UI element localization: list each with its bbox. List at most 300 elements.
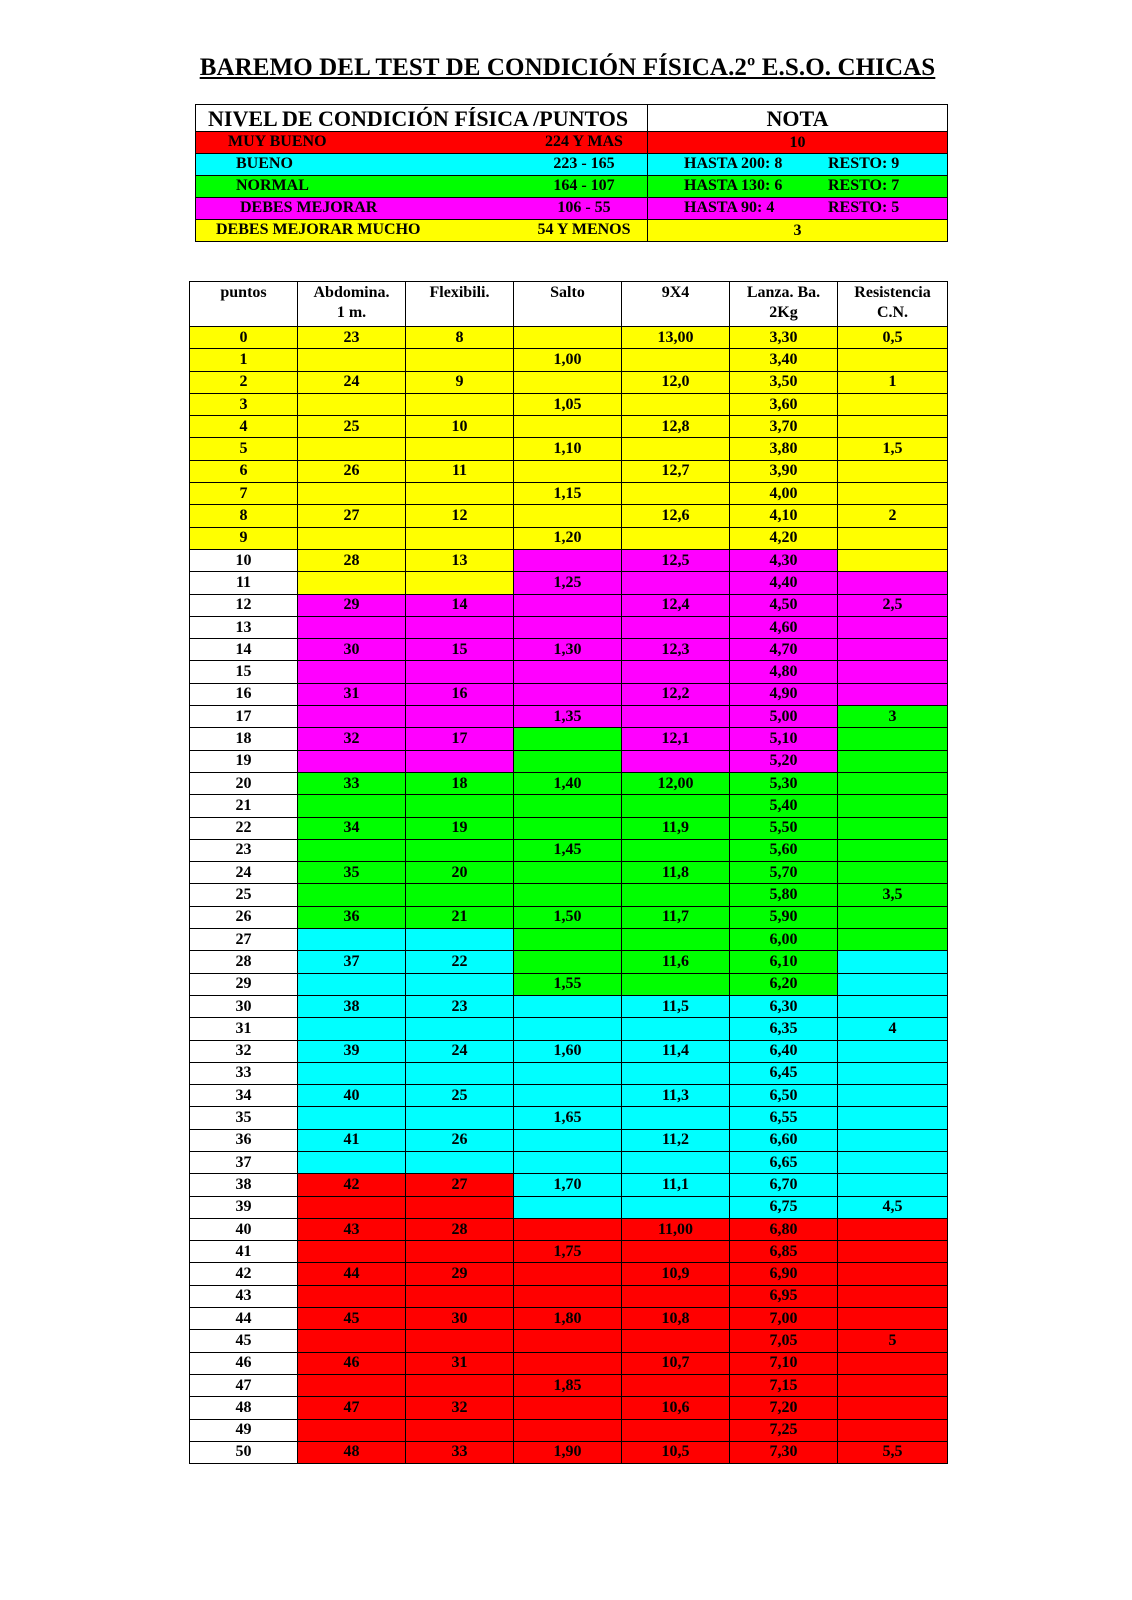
- score-cell: [514, 416, 622, 438]
- score-cell: [622, 393, 730, 415]
- score-cell: 9: [406, 371, 514, 393]
- score-cell: 5,30: [730, 772, 838, 794]
- score-cell: 1,40: [514, 772, 622, 794]
- legend-level-points: 223 - 165: [553, 155, 615, 172]
- score-cell: [298, 1062, 406, 1084]
- score-cell: 6,35: [730, 1018, 838, 1040]
- score-cell: [298, 1018, 406, 1040]
- score-cell: [298, 1241, 406, 1263]
- score-cell: 12,5: [622, 549, 730, 571]
- score-cell: [514, 1419, 622, 1441]
- score-cell: 11,8: [622, 862, 730, 884]
- score-cell: 7,25: [730, 1419, 838, 1441]
- score-cell: [406, 706, 514, 728]
- score-cell: 1,75: [514, 1241, 622, 1263]
- score-cell: 33: [298, 772, 406, 794]
- legend-note-hasta: HASTA 130: 6: [684, 177, 783, 194]
- table-row: [190, 572, 948, 594]
- points-cell: 47: [190, 1374, 298, 1396]
- table-row: [190, 393, 948, 415]
- points-cell: 14: [190, 639, 298, 661]
- score-cell: 6,30: [730, 995, 838, 1017]
- page-title: BAREMO DEL TEST DE CONDICIÓN FÍSICA.2º E.S.O. CHICAS: [199, 54, 936, 81]
- score-cell: [838, 772, 948, 794]
- score-cell: 11,6: [622, 951, 730, 973]
- score-cell: [406, 1018, 514, 1040]
- table-row: [190, 594, 948, 616]
- table-row: [190, 639, 948, 661]
- score-cell: 13: [406, 549, 514, 571]
- points-cell: 40: [190, 1218, 298, 1240]
- points-cell: 17: [190, 706, 298, 728]
- score-cell: 46: [298, 1352, 406, 1374]
- score-cell: 1,85: [514, 1374, 622, 1396]
- score-cell: [406, 1285, 514, 1307]
- score-cell: [406, 750, 514, 772]
- points-cell: 2: [190, 371, 298, 393]
- table-row: [190, 1330, 948, 1352]
- points-cell: 26: [190, 906, 298, 928]
- score-cell: 4,50: [730, 594, 838, 616]
- score-cell: [838, 951, 948, 973]
- points-cell: 49: [190, 1419, 298, 1441]
- score-cell: [838, 817, 948, 839]
- table-row: [190, 505, 948, 527]
- table-row: [190, 750, 948, 772]
- score-cell: 5,00: [730, 706, 838, 728]
- column-header: [622, 282, 730, 327]
- score-cell: 6,75: [730, 1196, 838, 1218]
- score-cell: 12,3: [622, 639, 730, 661]
- table-row: [190, 1018, 948, 1040]
- score-cell: 11,00: [622, 1218, 730, 1240]
- score-cell: 10,6: [622, 1397, 730, 1419]
- score-cell: [298, 1107, 406, 1129]
- score-cell: 4,20: [730, 527, 838, 549]
- score-cell: [838, 349, 948, 371]
- score-cell: 1,55: [514, 973, 622, 995]
- level-legend-table: [195, 104, 948, 242]
- score-cell: [622, 572, 730, 594]
- table-row: [190, 349, 948, 371]
- score-cell: 7,30: [730, 1441, 838, 1463]
- score-cell: 5: [838, 1330, 948, 1352]
- score-cell: 7,00: [730, 1308, 838, 1330]
- score-cell: [838, 1062, 948, 1084]
- score-cell: [838, 795, 948, 817]
- score-cell: 1,60: [514, 1040, 622, 1062]
- score-cell: 10,5: [622, 1441, 730, 1463]
- score-cell: [514, 1352, 622, 1374]
- score-cell: [406, 349, 514, 371]
- table-row: [190, 483, 948, 505]
- score-cell: [838, 1107, 948, 1129]
- table-row: [190, 728, 948, 750]
- table-row: [190, 1263, 948, 1285]
- points-cell: 16: [190, 683, 298, 705]
- score-cell: [838, 995, 948, 1017]
- table-row: [190, 706, 948, 728]
- score-cell: [406, 1062, 514, 1084]
- score-cell: 26: [406, 1129, 514, 1151]
- score-cell: 27: [298, 505, 406, 527]
- score-cell: 41: [298, 1129, 406, 1151]
- points-cell: 1: [190, 349, 298, 371]
- points-cell: 50: [190, 1441, 298, 1463]
- score-cell: 10: [406, 416, 514, 438]
- score-cell: 33: [406, 1441, 514, 1463]
- score-cell: [514, 1085, 622, 1107]
- points-cell: 38: [190, 1174, 298, 1196]
- legend-level-points: 54 Y MENOS: [537, 221, 631, 238]
- score-cell: 1,20: [514, 527, 622, 549]
- score-cell: [838, 1285, 948, 1307]
- score-cell: [622, 839, 730, 861]
- legend-note-cell: [648, 176, 948, 198]
- score-cell: 6,90: [730, 1263, 838, 1285]
- legend-row: [196, 176, 948, 198]
- table-row: [190, 1441, 948, 1463]
- score-cell: 2,5: [838, 594, 948, 616]
- score-cell: 1: [838, 371, 948, 393]
- table-row: [190, 616, 948, 638]
- scoring-table: [189, 281, 948, 1464]
- points-cell: 6: [190, 460, 298, 482]
- score-cell: [298, 750, 406, 772]
- score-cell: 42: [298, 1174, 406, 1196]
- score-cell: [514, 371, 622, 393]
- score-cell: 29: [406, 1263, 514, 1285]
- table-row: [190, 1196, 948, 1218]
- points-cell: 20: [190, 772, 298, 794]
- score-cell: 6,20: [730, 973, 838, 995]
- score-cell: 5,90: [730, 906, 838, 928]
- score-cell: [622, 349, 730, 371]
- score-cell: 6,95: [730, 1285, 838, 1307]
- table-row: [190, 1129, 948, 1151]
- legend-note-value: 10: [789, 133, 806, 151]
- score-cell: 12,8: [622, 416, 730, 438]
- points-cell: 11: [190, 572, 298, 594]
- score-cell: [514, 1018, 622, 1040]
- score-cell: 32: [406, 1397, 514, 1419]
- score-cell: [838, 572, 948, 594]
- score-cell: 4,40: [730, 572, 838, 594]
- points-cell: 19: [190, 750, 298, 772]
- table-row: [190, 1397, 948, 1419]
- score-cell: [406, 839, 514, 861]
- column-header-line1: Resistencia: [854, 284, 931, 301]
- score-cell: 4,5: [838, 1196, 948, 1218]
- score-cell: 1,30: [514, 639, 622, 661]
- score-cell: [514, 862, 622, 884]
- table-row: [190, 1062, 948, 1084]
- score-cell: 15: [406, 639, 514, 661]
- score-cell: 11,7: [622, 906, 730, 928]
- table-row: [190, 1218, 948, 1240]
- score-cell: 1,00: [514, 349, 622, 371]
- table-row: [190, 817, 948, 839]
- score-cell: [514, 594, 622, 616]
- points-cell: 25: [190, 884, 298, 906]
- legend-note-value: 3: [793, 221, 802, 239]
- score-cell: [838, 683, 948, 705]
- column-header: [838, 282, 948, 327]
- score-cell: [406, 661, 514, 683]
- score-cell: 32: [298, 728, 406, 750]
- score-cell: [298, 349, 406, 371]
- column-header: [298, 282, 406, 327]
- points-cell: 13: [190, 616, 298, 638]
- score-cell: 8: [406, 327, 514, 349]
- legend-level-name: BUENO: [236, 155, 293, 172]
- score-cell: 4,70: [730, 639, 838, 661]
- score-cell: [406, 616, 514, 638]
- score-cell: 12: [406, 505, 514, 527]
- points-cell: 29: [190, 973, 298, 995]
- score-cell: 7,05: [730, 1330, 838, 1352]
- points-cell: 34: [190, 1085, 298, 1107]
- score-cell: 7,15: [730, 1374, 838, 1396]
- points-cell: 43: [190, 1285, 298, 1307]
- score-cell: [622, 527, 730, 549]
- score-cell: [838, 1129, 948, 1151]
- score-cell: [622, 1241, 730, 1263]
- score-cell: [838, 839, 948, 861]
- legend-level-cell: [196, 154, 648, 176]
- score-cell: 39: [298, 1040, 406, 1062]
- score-cell: [838, 1397, 948, 1419]
- score-cell: [514, 1196, 622, 1218]
- score-cell: [622, 438, 730, 460]
- score-cell: 5,80: [730, 884, 838, 906]
- legend-level-cell: [196, 220, 648, 242]
- score-cell: 12,4: [622, 594, 730, 616]
- score-cell: [298, 706, 406, 728]
- points-cell: 41: [190, 1241, 298, 1263]
- score-cell: 34: [298, 817, 406, 839]
- score-cell: 21: [406, 906, 514, 928]
- score-cell: [514, 1129, 622, 1151]
- score-cell: [838, 549, 948, 571]
- score-cell: [622, 973, 730, 995]
- legend-level-cell: [196, 176, 648, 198]
- score-cell: [838, 1218, 948, 1240]
- score-cell: [838, 929, 948, 951]
- score-cell: 1,65: [514, 1107, 622, 1129]
- score-cell: [838, 616, 948, 638]
- score-cell: 3: [838, 706, 948, 728]
- score-cell: 48: [298, 1441, 406, 1463]
- points-cell: 39: [190, 1196, 298, 1218]
- score-cell: [838, 906, 948, 928]
- score-cell: [838, 1085, 948, 1107]
- legend-level-name: NORMAL: [236, 177, 309, 194]
- score-cell: 6,45: [730, 1062, 838, 1084]
- legend-level-points: 164 - 107: [553, 177, 615, 194]
- score-cell: [514, 661, 622, 683]
- score-cell: [622, 750, 730, 772]
- score-cell: [622, 1419, 730, 1441]
- score-cell: [514, 1062, 622, 1084]
- score-cell: [838, 639, 948, 661]
- score-cell: [514, 1263, 622, 1285]
- score-cell: [838, 1151, 948, 1173]
- score-cell: [298, 661, 406, 683]
- score-cell: 27: [406, 1174, 514, 1196]
- score-cell: [838, 460, 948, 482]
- score-cell: 10,9: [622, 1263, 730, 1285]
- score-cell: 6,60: [730, 1129, 838, 1151]
- score-cell: [298, 616, 406, 638]
- points-cell: 48: [190, 1397, 298, 1419]
- table-row: [190, 416, 948, 438]
- legend-note-cell: [648, 154, 948, 176]
- score-cell: 31: [406, 1352, 514, 1374]
- score-cell: [298, 1285, 406, 1307]
- score-cell: 24: [406, 1040, 514, 1062]
- score-cell: [838, 1263, 948, 1285]
- score-cell: 6,40: [730, 1040, 838, 1062]
- score-cell: [838, 1352, 948, 1374]
- score-cell: 6,00: [730, 929, 838, 951]
- score-cell: [406, 438, 514, 460]
- score-cell: 7,20: [730, 1397, 838, 1419]
- table-row: [190, 327, 948, 349]
- column-header-line2: 1 m.: [336, 304, 367, 321]
- legend-header-note: NOTA: [648, 105, 948, 132]
- score-cell: 12,00: [622, 772, 730, 794]
- score-cell: 4,60: [730, 616, 838, 638]
- score-cell: 3,70: [730, 416, 838, 438]
- legend-note-hasta: HASTA 200: 8: [684, 155, 783, 172]
- score-cell: 40: [298, 1085, 406, 1107]
- score-cell: 23: [406, 995, 514, 1017]
- score-cell: 2: [838, 505, 948, 527]
- table-row: [190, 862, 948, 884]
- score-cell: [514, 728, 622, 750]
- score-cell: 25: [406, 1085, 514, 1107]
- table-row: [190, 906, 948, 928]
- score-cell: 1,10: [514, 438, 622, 460]
- score-cell: [406, 1374, 514, 1396]
- score-cell: 1,15: [514, 483, 622, 505]
- points-cell: 5: [190, 438, 298, 460]
- score-cell: [406, 1241, 514, 1263]
- score-cell: [406, 795, 514, 817]
- score-cell: 30: [298, 639, 406, 661]
- legend-row: [196, 154, 948, 176]
- score-cell: [298, 1151, 406, 1173]
- score-cell: [406, 1419, 514, 1441]
- score-cell: 11,3: [622, 1085, 730, 1107]
- score-cell: 4,80: [730, 661, 838, 683]
- score-cell: 11,5: [622, 995, 730, 1017]
- score-cell: [298, 393, 406, 415]
- score-cell: 20: [406, 862, 514, 884]
- points-cell: 33: [190, 1062, 298, 1084]
- score-cell: [298, 1196, 406, 1218]
- score-cell: [514, 817, 622, 839]
- legend-note-hasta: HASTA 90: 4: [684, 199, 775, 216]
- score-cell: 45: [298, 1308, 406, 1330]
- points-cell: 42: [190, 1263, 298, 1285]
- score-cell: [406, 527, 514, 549]
- column-header: [190, 282, 298, 327]
- score-cell: 6,65: [730, 1151, 838, 1173]
- table-row: [190, 1085, 948, 1107]
- score-cell: 5,10: [730, 728, 838, 750]
- score-cell: 6,50: [730, 1085, 838, 1107]
- score-cell: 16: [406, 683, 514, 705]
- score-cell: [514, 750, 622, 772]
- score-cell: [298, 483, 406, 505]
- table-row: [190, 929, 948, 951]
- score-cell: [622, 661, 730, 683]
- score-cell: [838, 1174, 948, 1196]
- score-cell: [622, 1374, 730, 1396]
- score-cell: [838, 1241, 948, 1263]
- score-cell: [514, 549, 622, 571]
- score-cell: 12,0: [622, 371, 730, 393]
- legend-note-cell: [648, 220, 948, 242]
- score-cell: [622, 706, 730, 728]
- score-cell: 13,00: [622, 327, 730, 349]
- score-cell: [298, 884, 406, 906]
- score-cell: 26: [298, 460, 406, 482]
- score-cell: 12,7: [622, 460, 730, 482]
- score-cell: [298, 1374, 406, 1396]
- score-cell: 3,30: [730, 327, 838, 349]
- table-row: [190, 1174, 948, 1196]
- score-cell: 3,90: [730, 460, 838, 482]
- score-cell: 5,60: [730, 839, 838, 861]
- table-row: [190, 1308, 948, 1330]
- score-cell: [622, 1196, 730, 1218]
- legend-level-cell: [196, 198, 648, 220]
- table-row: [190, 884, 948, 906]
- score-cell: [298, 1330, 406, 1352]
- score-cell: 12,6: [622, 505, 730, 527]
- score-cell: [514, 951, 622, 973]
- score-cell: [622, 1018, 730, 1040]
- table-row: [190, 1241, 948, 1263]
- legend-note-resto: RESTO: 9: [828, 155, 900, 172]
- score-cell: 1,90: [514, 1441, 622, 1463]
- score-cell: 44: [298, 1263, 406, 1285]
- score-cell: 19: [406, 817, 514, 839]
- column-header: [406, 282, 514, 327]
- score-cell: [838, 1308, 948, 1330]
- score-cell: [514, 327, 622, 349]
- score-cell: 11,9: [622, 817, 730, 839]
- table-row: [190, 995, 948, 1017]
- points-cell: 46: [190, 1352, 298, 1374]
- score-cell: [838, 483, 948, 505]
- score-cell: [838, 393, 948, 415]
- column-header-line1: Abdomina.: [313, 284, 390, 301]
- table-row: [190, 951, 948, 973]
- table-row: [190, 1040, 948, 1062]
- score-cell: 1,5: [838, 438, 948, 460]
- score-cell: 11: [406, 460, 514, 482]
- table-row: [190, 438, 948, 460]
- score-cell: 5,20: [730, 750, 838, 772]
- score-cell: [406, 393, 514, 415]
- table-row: [190, 772, 948, 794]
- table-row: [190, 973, 948, 995]
- score-cell: [838, 527, 948, 549]
